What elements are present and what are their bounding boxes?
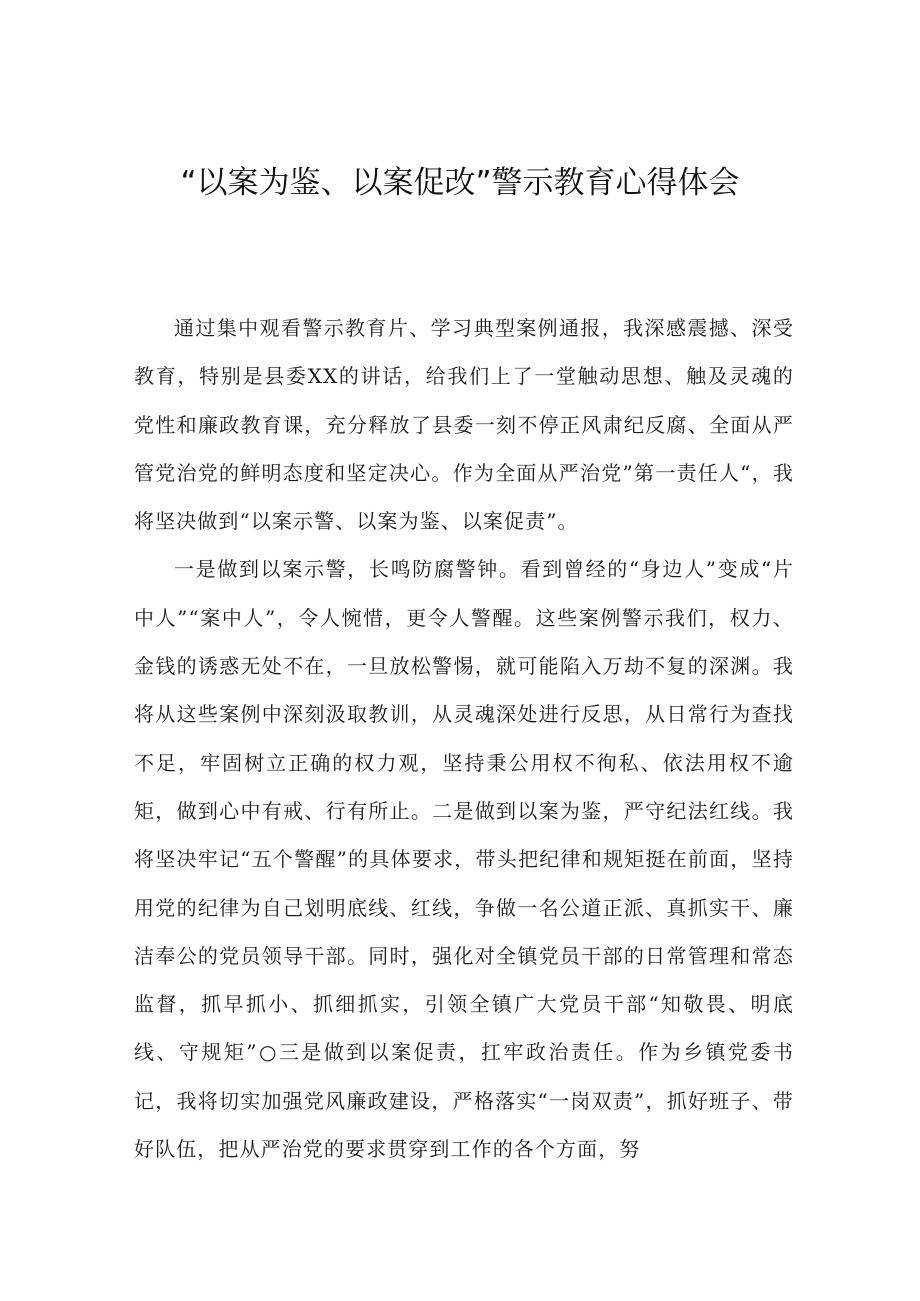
paragraph-intro: 通过集中观看警示教育片、学习典型案例通报，我深感震撼、深受教育，特别是县委XX的讲话，给我们上了一堂触动思想、触及灵魂的党性和廉政教育课，充分释放了县委一刻不停正风肃纪反腐、全面从严管党治党的鲜明态度和坚定决心。作为全面从严治党”第一责任人“，我将坚决做到“以案示警、以案为鉴、以案促责”。 bbox=[134, 316, 794, 534]
document-body bbox=[134, 304, 794, 1173]
document-title: “以案为鉴、以案促改”警示教育心得体会 bbox=[180, 165, 740, 201]
paragraph-main: 一是做到以案示警，长鸣防腐警钟。看到曾经的“身边人”变成“片中人”“案中人”，令人惋惜，更令人警醒。这些案例警示我们，权力、金钱的诱惑无处不在，一旦放松警惕，就可能陷入万劫不复的深渊。我将从这些案例中深刻汲取教训，从灵魂深处进行反思，从日常行为查找不足，牢固树立正确的权力观，坚持秉公用权不徇私、依法用权不逾矩，做到心中有戒、行有所止。二是做到以案为鉴，严守纪法红线。我将坚决牢记“五个警醒”的具体要求，带头把纪律和规矩挺在前面，坚持用党的纪律为自己划明底线、红线，争做一名公道正派、真抓实干、廉洁奉公的党员领导干部。同时，强化对全镇党员干部的日常管理和常态监督，抓早抓小、抓细抓实，引领全镇广大党员干部“知敬畏、明底线、守规矩”○三是做到以案促责，扛牢政治责任。作为乡镇党委书记，我将切实加强党风廉政建设，严格落实“一岗双责”，抓好班子、带好队伍，把从严治党的要求贯穿到工作的各个方面，努 bbox=[134, 557, 794, 1162]
